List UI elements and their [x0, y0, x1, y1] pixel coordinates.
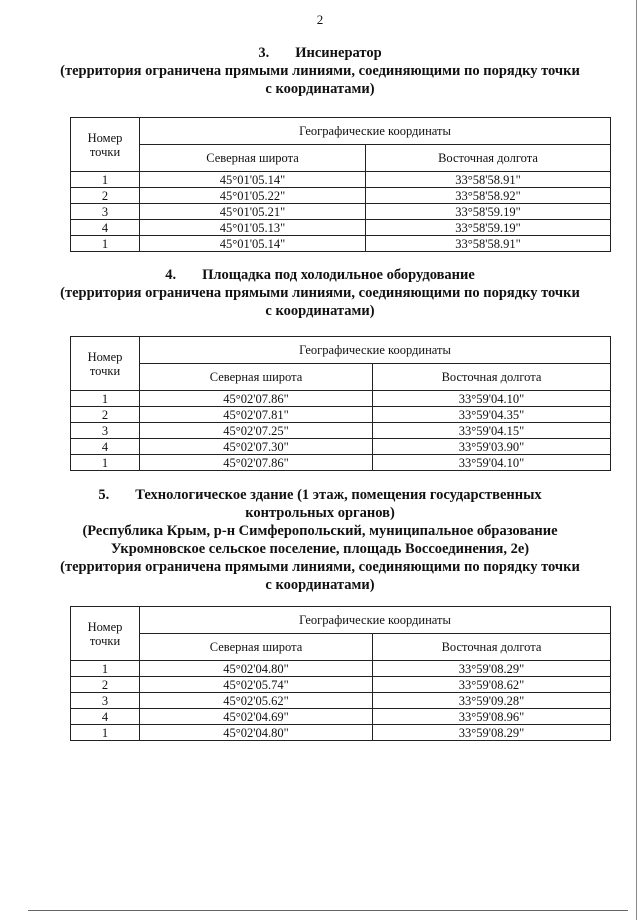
cell-longitude: 33°58'59.19"	[366, 204, 611, 220]
cell-longitude: 33°59'08.29"	[373, 661, 611, 677]
coordinates-table-4	[70, 336, 611, 471]
table-row	[71, 661, 611, 677]
section-4	[0, 266, 640, 320]
section-number: 4.	[165, 267, 177, 283]
header-point-number	[71, 607, 140, 661]
table-row	[71, 188, 611, 204]
cell-latitude: 45°01'05.14"	[140, 236, 366, 252]
section-line: (территория ограничена прямыми линиями, соединяющими по порядку точки	[60, 559, 580, 575]
cell-longitude: 33°58'58.91"	[366, 172, 611, 188]
cell-point: 3	[71, 423, 140, 439]
cell-latitude: 45°01'05.13"	[140, 220, 366, 236]
page-number: 2	[316, 12, 324, 27]
cell-point: 2	[71, 188, 140, 204]
header-latitude: Северная широта	[140, 634, 373, 661]
cell-latitude: 45°02'05.62"	[140, 693, 373, 709]
cell-latitude: 45°02'07.86"	[140, 391, 373, 407]
table-row	[71, 236, 611, 252]
cell-latitude: 45°02'07.81"	[140, 407, 373, 423]
header-point-number-line2: точки	[89, 633, 121, 648]
cell-point: 3	[71, 693, 140, 709]
header-point-number-line1: Номер	[87, 349, 123, 364]
section-line: с координатами)	[265, 81, 375, 97]
cell-latitude: 45°01'05.22"	[140, 188, 366, 204]
section-line: контрольных органов)	[245, 505, 395, 521]
cell-longitude: 33°59'08.29"	[373, 725, 611, 741]
header-geo-coordinates: Географические координаты	[140, 118, 611, 145]
table-row	[71, 220, 611, 236]
table-row	[71, 423, 611, 439]
table-row	[71, 172, 611, 188]
section-title: Площадка под холодильное оборудование	[202, 267, 475, 283]
cell-point: 1	[71, 236, 140, 252]
section-heading	[0, 44, 640, 62]
cell-latitude: 45°02'04.80"	[140, 661, 373, 677]
header-point-number	[71, 337, 140, 391]
cell-longitude: 33°59'03.90"	[373, 439, 611, 455]
section-title: Технологическое здание (1 этаж, помещения государственных	[135, 487, 542, 503]
cell-longitude: 33°59'04.35"	[373, 407, 611, 423]
cell-latitude: 45°02'07.86"	[140, 455, 373, 471]
coordinates-table-3	[70, 117, 611, 252]
table-row	[71, 204, 611, 220]
cell-latitude: 45°02'04.80"	[140, 725, 373, 741]
cell-longitude: 33°58'58.92"	[366, 188, 611, 204]
cell-point: 2	[71, 407, 140, 423]
section-5	[0, 486, 640, 594]
cell-longitude: 33°59'04.10"	[373, 391, 611, 407]
cell-latitude: 45°02'07.30"	[140, 439, 373, 455]
header-longitude: Восточная долгота	[366, 145, 611, 172]
table-row	[71, 439, 611, 455]
cell-point: 1	[71, 455, 140, 471]
table-row	[71, 693, 611, 709]
header-geo-coordinates: Географические координаты	[140, 337, 611, 364]
cell-latitude: 45°02'07.25"	[140, 423, 373, 439]
header-geo-coordinates: Географические координаты	[140, 607, 611, 634]
header-point-number-line1: Номер	[87, 130, 123, 145]
section-line: с координатами)	[265, 303, 375, 319]
cell-point: 4	[71, 220, 140, 236]
cell-longitude: 33°59'04.15"	[373, 423, 611, 439]
cell-latitude: 45°01'05.21"	[140, 204, 366, 220]
coordinates-table-5	[70, 606, 611, 741]
cell-latitude: 45°02'05.74"	[140, 677, 373, 693]
cell-longitude: 33°59'08.96"	[373, 709, 611, 725]
header-point-number-line2: точки	[89, 363, 121, 378]
header-latitude: Северная широта	[140, 145, 366, 172]
section-title: Инсинератор	[295, 45, 382, 61]
cell-latitude: 45°01'05.14"	[140, 172, 366, 188]
section-line: (территория ограничена прямыми линиями, соединяющими по порядку точки	[60, 63, 580, 79]
section-heading	[0, 266, 640, 284]
table-row	[71, 677, 611, 693]
table-row	[71, 709, 611, 725]
section-line: с координатами)	[265, 577, 375, 593]
scan-edge-right	[636, 0, 637, 920]
table-row	[71, 407, 611, 423]
header-latitude: Северная широта	[140, 364, 373, 391]
header-point-number-line1: Номер	[87, 619, 123, 634]
header-point-number	[71, 118, 140, 172]
cell-point: 2	[71, 677, 140, 693]
section-heading	[0, 486, 640, 504]
header-longitude: Восточная долгота	[373, 634, 611, 661]
table-row	[71, 455, 611, 471]
section-number: 5.	[98, 487, 110, 503]
section-line: (территория ограничена прямыми линиями, соединяющими по порядку точки	[60, 285, 580, 301]
cell-point: 4	[71, 439, 140, 455]
header-point-number-line2: точки	[89, 144, 121, 159]
cell-latitude: 45°02'04.69"	[140, 709, 373, 725]
section-line: (Республика Крым, р-н Симферопольский, муниципальное образование	[82, 523, 558, 539]
cell-longitude: 33°59'04.10"	[373, 455, 611, 471]
cell-longitude: 33°58'58.91"	[366, 236, 611, 252]
cell-point: 4	[71, 709, 140, 725]
table-row	[71, 725, 611, 741]
cell-point: 3	[71, 204, 140, 220]
section-3	[0, 44, 640, 98]
table-row	[71, 391, 611, 407]
cell-longitude: 33°58'59.19"	[366, 220, 611, 236]
cell-point: 1	[71, 391, 140, 407]
cell-point: 1	[71, 725, 140, 741]
header-longitude: Восточная долгота	[373, 364, 611, 391]
section-line: Укромновское сельское поселение, площадь Воссоединения, 2е)	[110, 541, 530, 557]
cell-longitude: 33°59'09.28"	[373, 693, 611, 709]
section-number: 3.	[258, 45, 270, 61]
scan-edge-bottom	[28, 910, 628, 911]
cell-longitude: 33°59'08.62"	[373, 677, 611, 693]
cell-point: 1	[71, 661, 140, 677]
cell-point: 1	[71, 172, 140, 188]
